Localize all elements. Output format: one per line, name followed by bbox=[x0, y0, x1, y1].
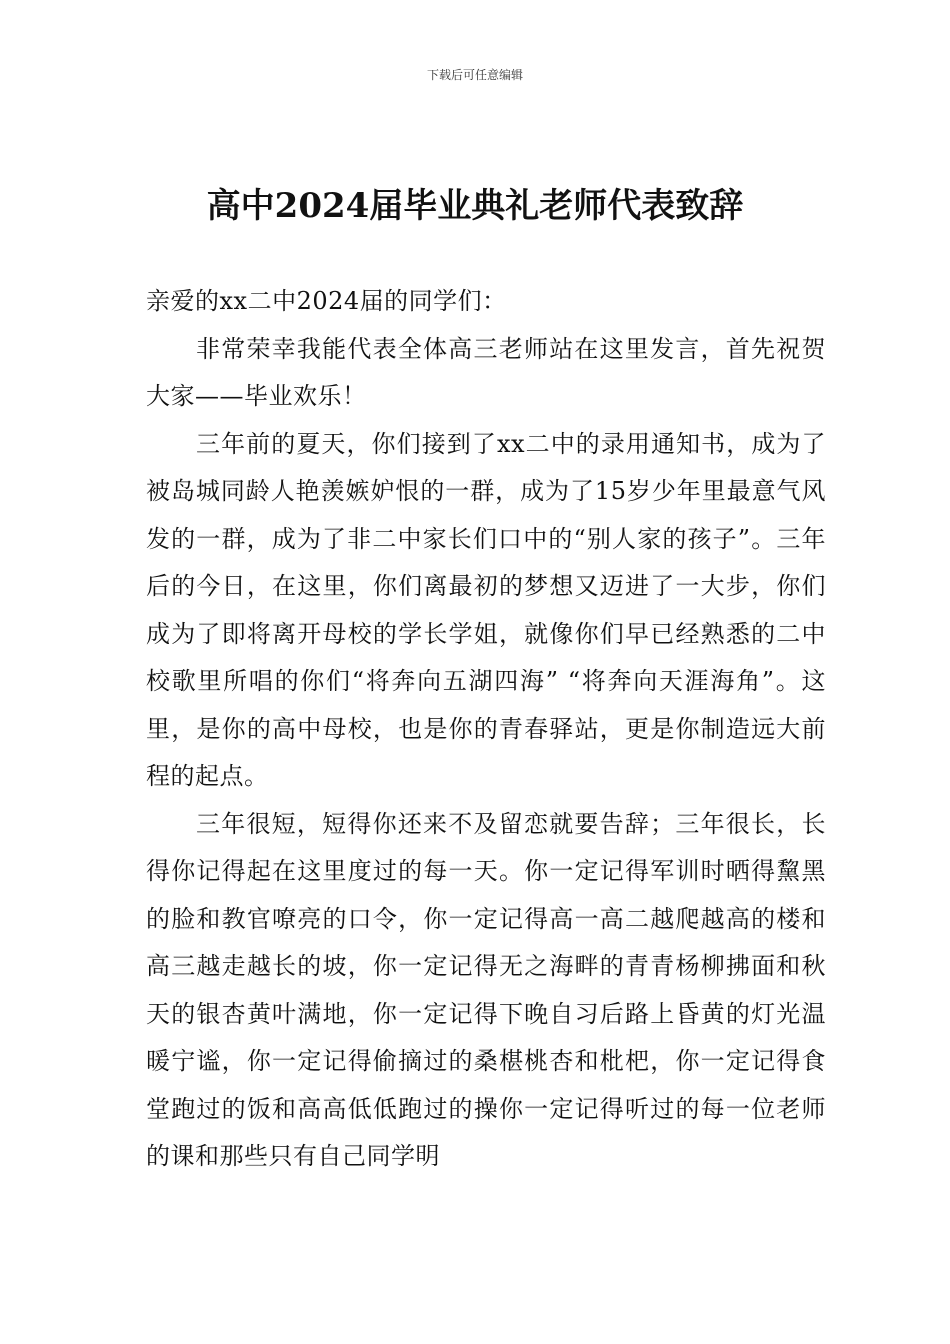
paragraph-1: 非常荣幸我能代表全体高三老师站在这里发言，首先祝贺大家——毕业欢乐！ bbox=[146, 334, 826, 410]
salutation: 亲爱的xx二中2024届的同学们： bbox=[146, 287, 507, 315]
page-header-note: 下载后可任意编辑 bbox=[426, 68, 523, 82]
document-title: 高中2024届毕业典礼老师代表致辞 bbox=[206, 186, 744, 226]
paragraph-3: 三年很短，短得你还来不及留恋就要告辞；三年很长，长得你记得起在这里度过的每一天。你一定记得军训时晒得黧黑的脸和教官嘹亮的口令，你一定记得高一高二越爬越高的楼和高三越走越长的坡，你一定记得无之海畔的青青杨柳拂面和秋天的银杏黄叶满地，你一定记得下晚自习后路上昏黄的灯光温暖宁谧，你一定记得偷摘过的桑椹桃杏和枇杷，你一定记得食堂跑过的饭和高高低低跑过的操你一定记得听过的每一位老师的课和那些只有自己同学明 bbox=[146, 809, 826, 1170]
document-body bbox=[146, 278, 826, 1181]
paragraph-2: 三年前的夏天，你们接到了xx二中的录用通知书，成为了被岛城同龄人艳羡嫉妒恨的一群，成为了15岁少年里最意气风发的一群，成为了非二中家长们口中的“别人家的孩子”。三年后的今日，在这里，你们离最初的梦想又迈进了一大步，你们成为了即将离开母校的学长学姐，就像你们早已经熟悉的二中校歌里所唱的你们“将奔向五湖四海” “将奔向天涯海角”。这里，是你的高中母校，也是你的青春驿站，更是你制造远大前程的起点。 bbox=[146, 429, 826, 790]
